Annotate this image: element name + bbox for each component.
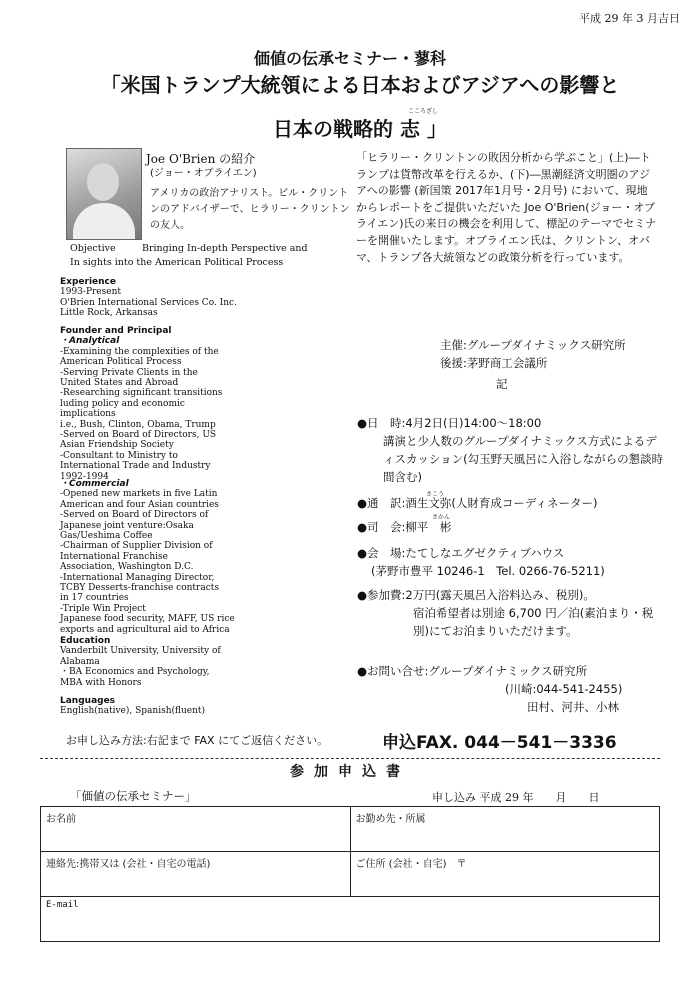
cv-line: MBA with Honors — [60, 677, 142, 688]
workplace-field[interactable] — [350, 807, 660, 852]
detail-fee-main: ●参加費:2万円(露天風呂入浴料込み、税別)。 — [357, 588, 595, 602]
cv-commercial-head: ・Commercial — [60, 479, 129, 489]
cv-line: -Served on Board of Directors, US — [60, 430, 217, 441]
cv-line: -Served on Board of Directors of — [60, 510, 209, 521]
cv-line: -Serving Private Clients in the — [60, 367, 198, 378]
cv-line: United States and Abroad — [60, 378, 179, 389]
cv-line: i.e., Bush, Clinton, Obama, Trump — [60, 419, 216, 430]
detail-mc: ●司 会:柳平 彬 — [357, 520, 452, 534]
title-ruby: こころざし — [408, 108, 439, 115]
cv-commercial — [60, 479, 350, 635]
title-line-1: 「米国トランプ大統領による日本およびアジアへの影響と — [100, 73, 620, 97]
cv-line: -Consultant to Ministry to — [60, 450, 178, 461]
cv-line: implications — [60, 409, 116, 420]
contact-label: 連絡先:携帯又は (会社・自宅の電話) — [46, 859, 211, 870]
form-title: 参加申込書 — [290, 764, 410, 780]
speaker-description: アメリカの政治アナリスト。ビル・クリントンのアドバイザーで、ヒラリー・クリントンの友人。 — [150, 188, 350, 231]
cv-line: -Examining the complexities of the — [60, 346, 219, 357]
objective-label: Objective — [70, 243, 116, 254]
application-form — [40, 806, 660, 942]
detail-venue-main: ●会 場:たてしなエグゼクティブハウス — [357, 546, 565, 560]
detail-contact — [357, 662, 667, 716]
cv-founder-head: Founder and Principal — [60, 326, 172, 336]
sponsor: 後援:茅野商工会議所 — [440, 356, 548, 370]
form-application-date: 申し込み 平成 29 年 月 日 — [432, 791, 600, 804]
address-field[interactable] — [350, 852, 660, 897]
detail-datetime — [357, 414, 667, 486]
cv-line: American Political Process — [60, 357, 182, 368]
contact-field[interactable] — [41, 852, 351, 897]
fax-number: 申込FAX. 044－541－3336 — [382, 733, 617, 753]
cv-experience-head: Experience — [60, 277, 116, 287]
speaker-photo — [66, 148, 142, 240]
form-seminar-name: 「価値の伝承セミナー」 — [70, 789, 197, 803]
detail-fee-sub: 宿泊希望者は別途 6,700 円／泊(素泊まり・税別)にてお泊まりいただけます。 — [413, 606, 654, 638]
cv-line: ・BA Economics and Psychology, — [60, 667, 210, 678]
cv-line: Little Rock, Arkansas — [60, 308, 158, 319]
cv-line: 1992-1994 — [60, 471, 109, 482]
cv-line: -Chairman of Supplier Division of — [60, 541, 213, 552]
ki-mark: 記 — [496, 377, 508, 391]
workplace-label: お勤め先・所属 — [355, 814, 426, 825]
cv-line: TCBY Desserts-franchise contracts — [60, 583, 219, 594]
cv-analytical-head: ・Analytical — [60, 336, 120, 347]
cv-line: International Franchise — [60, 551, 168, 562]
cv-experience — [60, 277, 350, 319]
cv-line: English(native), Spanish(fluent) — [60, 706, 206, 717]
detail-datetime-main: ●日 時:4月2日(日)14:00～18:00 — [357, 416, 542, 430]
cv-line: Gas/Ueshima Coffee — [60, 531, 153, 542]
cv-line: Vanderbilt University, University of — [60, 646, 221, 657]
detail-contact-main: ●お問い合せ:グループダイナミックス研究所 — [357, 664, 588, 678]
objective-text-2: In sights into the American Political Process — [70, 257, 284, 268]
cv-languages — [60, 696, 350, 717]
cv-line: Japanese joint venture:Osaka — [60, 520, 194, 531]
email-field[interactable] — [41, 897, 660, 942]
organizers — [440, 336, 626, 372]
title-line-2: 日本の戦略的 志 」 — [273, 117, 447, 141]
seminar-intro: 「ヒラリー・クリントンの敗因分析から学ぶこと」(上)―トランプは貨幣改革を行えるか、(下)―黒潮経済文明圏のアジアへの影響 (新国策 2017年1月号・2月号) において、現地からレポートをご提供いただいた Joe O'Brien(ジョー・オブライエン)氏の来日の機会を利用して、標記のテーマでセミナーを開催いたします。オブライエン氏は、クリントン、オバマ、トランプ各大統領などの政策分析を行っています。 — [356, 151, 657, 264]
cv-line: Alabama — [60, 656, 100, 667]
cv-education — [60, 636, 350, 688]
cv-line: luding policy and economic — [60, 398, 185, 409]
speaker-name-kana: (ジョー・オブライエン) — [150, 168, 257, 179]
cv-line: -Triple Win Project — [60, 603, 146, 614]
objective-text-1: Bringing In-depth Perspective and — [142, 243, 308, 254]
cv-line: exports and agricultural aid to Africa — [60, 624, 230, 635]
cv-line: in 17 countries — [60, 593, 129, 604]
seminar-subtitle: 価値の伝承セミナー・蓼科 — [253, 49, 446, 68]
detail-contact-sub-1: (川崎:044-541-2455) — [505, 682, 623, 696]
detail-venue-sub: (茅野市豊平 10246-1 Tel. 0266-76-5211) — [371, 564, 605, 578]
detail-interpreter: ●通 訳:酒生文弥(人財育成コーディネーター) — [357, 496, 598, 510]
name-label: お名前 — [46, 814, 76, 825]
email-label: E-mail — [46, 900, 79, 910]
issue-date: 平成 29 年 3 月吉日 — [579, 12, 680, 25]
apply-method: お申し込み方法:右記まで FAX にてご返信ください。 — [66, 734, 329, 747]
detail-venue — [357, 544, 667, 580]
organizer: 主催:グループダイナミックス研究所 — [440, 338, 626, 352]
speaker-name: Joe O'Brien の紹介 — [146, 152, 256, 166]
cv-founder — [60, 326, 350, 482]
cv-languages-head: Languages — [60, 696, 116, 706]
cv-line: Association, Washington D.C. — [60, 562, 194, 573]
cv-line: Japanese food security, MAFF, US rice — [60, 614, 235, 625]
detail-fee — [357, 586, 667, 640]
address-label: ご住所 (会社・自宅) 〒 — [355, 859, 467, 870]
cv-line: 1993-Present — [60, 287, 121, 298]
cv-education-head: Education — [60, 636, 111, 646]
cv-line: -Opened new markets in five Latin — [60, 489, 218, 500]
objective — [70, 242, 360, 270]
cv-line: -International Managing Director, — [60, 572, 215, 583]
mc-ruby: さかん — [432, 514, 451, 521]
interpreter-ruby: さこう — [426, 491, 445, 498]
cv-line: International Trade and Industry — [60, 461, 211, 472]
cv-line: -Researching significant transitions — [60, 388, 223, 399]
detail-contact-sub-2: 田村、河井、小林 — [527, 700, 619, 714]
name-field[interactable] — [41, 807, 351, 852]
detail-datetime-sub: 講演と少人数のグループダイナミックス方式によるディスカッション(勾玉野天風呂に入浴しながらの懇談時間含む) — [383, 434, 664, 484]
cv-line: O'Brien International Services Co. Inc. — [60, 297, 237, 308]
cv-line: American and four Asian countries — [60, 499, 219, 510]
cut-line — [40, 758, 660, 759]
cv-line: Asian Friendship Society — [60, 440, 174, 451]
